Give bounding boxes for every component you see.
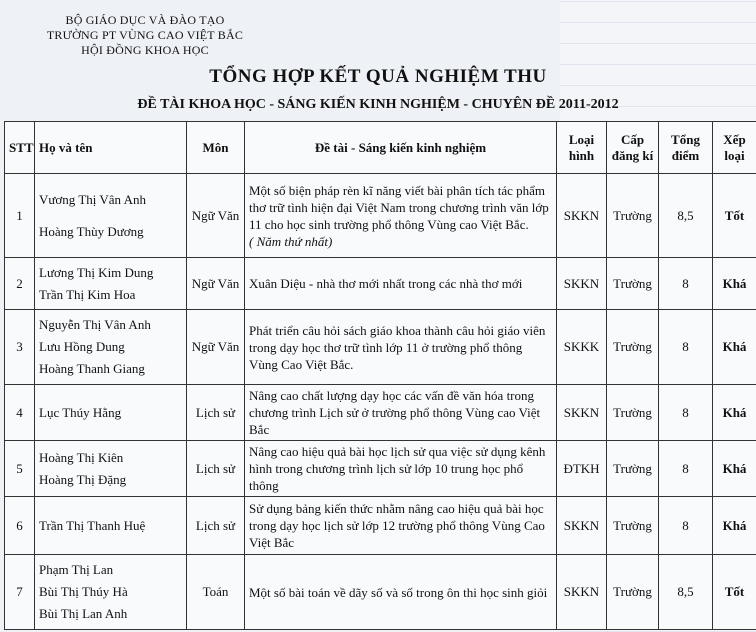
row-score: 8 [659, 441, 713, 497]
document-title: TỔNG HỢP KẾT QUẢ NGHIỆM THU [209, 66, 547, 87]
author-name: Hoàng Thùy Dương [39, 223, 144, 239]
row-rank: Khá [713, 385, 756, 441]
ministry-name: BỘ GIÁO DỤC VÀ ĐÀO TẠO [65, 13, 225, 27]
row-stt: 5 [5, 441, 35, 497]
row-level: Trường [607, 258, 659, 310]
row-level: Trường [607, 310, 659, 385]
author-name: Lục Thúy Hằng [39, 404, 122, 420]
table-row [5, 385, 756, 441]
row-topic: Nâng cao chất lượng dạy học các vấn đề văn hóa trong chương trình Lịch sử ở trường phổ thông Vùng cao Việt Bắc [245, 385, 557, 441]
col-header-type: Loại hình [557, 122, 607, 174]
author-name: Bùi Thị Thúy Hà [39, 584, 128, 599]
table-header-row [5, 122, 756, 174]
col-header-rank: Xếp loại [713, 122, 756, 174]
col-header-topic: Đề tài - Sáng kiến kinh nghiệm [245, 122, 557, 174]
row-topic: Xuân Diệu - nhà thơ mới nhất trong các nhà thơ mới [245, 258, 557, 310]
topic-note: ( Năm thứ nhất) [249, 233, 333, 249]
row-topic [245, 174, 557, 258]
row-level: Trường [607, 441, 659, 497]
table-row [5, 497, 756, 555]
author-name: Lưu Hồng Dung [39, 339, 125, 354]
row-stt: 2 [5, 258, 35, 310]
author-name: Vương Thị Vân Anh [39, 191, 146, 207]
col-header-subject: Môn [187, 122, 245, 174]
row-subject: Lịch sử [187, 441, 245, 497]
row-names [35, 385, 187, 441]
row-stt: 3 [5, 310, 35, 385]
author-name: Lương Thị Kim Dung [39, 264, 154, 280]
row-type: SKKN [557, 555, 607, 630]
col-header-score: Tổng điểm [659, 122, 713, 174]
row-subject: Ngữ Văn [187, 310, 245, 385]
row-level: Trường [607, 497, 659, 555]
row-topic: Phát triển câu hỏi sách giáo khoa thành câu hỏi giáo viên trong dạy học thơ trữ tình lớp 11 ở trường phổ thông Vùng Cao Việt Bắc. [245, 310, 557, 385]
table-row [5, 174, 756, 258]
row-score: 8 [659, 497, 713, 555]
author-name: Nguyễn Thị Vân Anh [39, 317, 151, 332]
author-name: Trần Thị Kim Hoa [39, 286, 136, 302]
row-topic: Một số bài toán về dãy số và số trong ôn thi học sinh giỏi [245, 555, 557, 630]
row-score: 8,5 [659, 555, 713, 630]
row-rank: Khá [713, 497, 756, 555]
table-row [5, 555, 756, 630]
col-header-stt: STT [5, 122, 35, 174]
row-type: SKKN [557, 174, 607, 258]
row-names [35, 174, 187, 258]
document-subtitle: ĐỀ TÀI KHOA HỌC - SÁNG KIẾN KINH NGHIỆM - CHUYÊN ĐỀ 2011-2012 [137, 97, 619, 112]
col-header-level: Cấp đăng kí [607, 122, 659, 174]
row-level: Trường [607, 174, 659, 258]
row-type: SKKK [557, 310, 607, 385]
row-names [35, 310, 187, 385]
row-type: SKKN [557, 497, 607, 555]
results-table [4, 121, 756, 630]
author-name: Phạm Thị Lan [39, 562, 114, 577]
row-stt: 7 [5, 555, 35, 630]
row-names [35, 555, 187, 630]
row-rank: Khá [713, 258, 756, 310]
table-row [5, 441, 756, 497]
row-level: Trường [607, 385, 659, 441]
topic-text: Một số biện pháp rèn kĩ năng viết bài phân tích tác phẩm thơ trữ tình hiện đại Việt Nam trong chương trình văn lớp 11 cho học sinh trường phổ thông Vùng cao Việt Bắc. [249, 182, 549, 232]
col-header-name: Họ và tên [35, 122, 187, 174]
row-topic: Sử dụng bảng kiến thức nhằm nâng cao hiệu quả bài học trong dạy học lịch sử lớp 12 trường phổ thông Vùng Cao Việt Bắc [245, 497, 557, 555]
row-names [35, 497, 187, 555]
row-score: 8 [659, 385, 713, 441]
author-name: Hoàng Thị Đặng [39, 471, 127, 487]
row-level: Trường [607, 555, 659, 630]
document-header [40, 13, 250, 58]
row-subject: Lịch sử [187, 497, 245, 555]
row-subject: Toán [187, 555, 245, 630]
row-subject: Ngữ Văn [187, 258, 245, 310]
row-type: SKKN [557, 258, 607, 310]
row-stt: 1 [5, 174, 35, 258]
row-rank: Khá [713, 441, 756, 497]
row-score: 8,5 [659, 174, 713, 258]
row-stt: 6 [5, 497, 35, 555]
author-name: Bùi Thị Lan Anh [39, 606, 128, 621]
row-rank: Khá [713, 310, 756, 385]
council-name: HỘI ĐỒNG KHOA HỌC [81, 43, 209, 57]
row-subject: Lịch sử [187, 385, 245, 441]
row-score: 8 [659, 258, 713, 310]
row-type: SKKN [557, 385, 607, 441]
table-row [5, 310, 756, 385]
row-subject: Ngữ Văn [187, 174, 245, 258]
row-stt: 4 [5, 385, 35, 441]
row-topic: Nâng cao hiệu quả bài học lịch sử qua việc sử dụng kênh hình trong chương trình lịch sử lớp 10 trung học phổ thông [245, 441, 557, 497]
table-row [5, 258, 756, 310]
row-score: 8 [659, 310, 713, 385]
author-name: Trần Thị Thanh Huệ [39, 517, 146, 533]
row-names [35, 258, 187, 310]
author-name: Hoàng Thanh Giang [39, 361, 145, 376]
row-rank: Tốt [713, 174, 756, 258]
row-type: ĐTKH [557, 441, 607, 497]
row-rank: Tốt [713, 555, 756, 630]
row-names [35, 441, 187, 497]
author-name: Hoàng Thị Kiên [39, 449, 124, 465]
school-name: TRƯỜNG PT VÙNG CAO VIỆT BẮC [46, 28, 244, 42]
